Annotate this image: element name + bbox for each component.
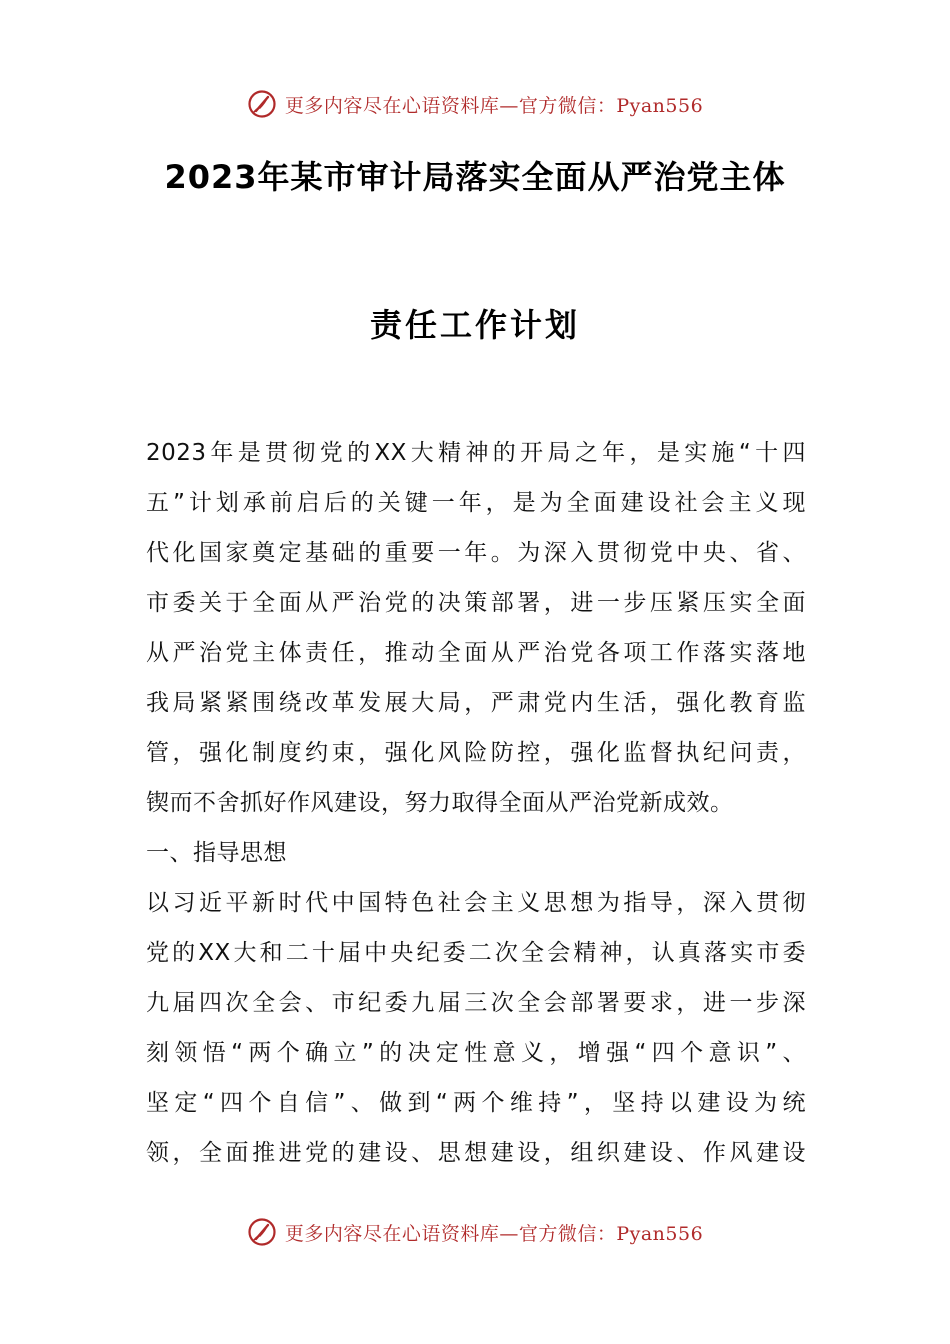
body-line: 五”计划承前启后的关键一年，是为全面建设社会主义现	[146, 490, 806, 516]
body-line: 党的XX大和二十届中央纪委二次全会精神，认真落实市委	[146, 940, 806, 966]
quill-logo-icon	[247, 1217, 277, 1247]
document-title-line-1: 2023年某市审计局落实全面从严治党主体	[164, 158, 786, 196]
body-line: 2023年是贯彻党的XX大精神的开局之年，是实施“十四	[146, 440, 806, 466]
quill-logo-icon	[247, 89, 277, 119]
watermark-text: 更多内容尽在心语资料库—官方微信：Pyan556	[284, 94, 704, 117]
body-line: 我局紧紧围绕改革发展大局，严肃党内生活，强化教育监	[146, 690, 806, 716]
header-watermark	[0, 84, 950, 124]
body-line: 九届四次全会、市纪委九届三次全会部署要求，进一步深	[146, 990, 806, 1016]
body-line: 从严治党主体责任，推动全面从严治党各项工作落实落地	[146, 640, 806, 666]
document-title-line-2: 责任工作计划	[369, 306, 580, 344]
body-line: 锲而不舍抓好作风建设，努力取得全面从严治党新成效。	[146, 790, 734, 816]
body-line: 市委关于全面从严治党的决策部署，进一步压紧压实全面	[146, 590, 806, 616]
section-heading: 一、指导思想	[146, 840, 287, 866]
body-line: 刻领悟“两个确立”的决定性意义，增强“四个意识”、	[146, 1040, 806, 1066]
body-line: 管，强化制度约束，强化风险防控，强化监督执纪问责，	[146, 740, 806, 766]
body-line: 以习近平新时代中国特色社会主义思想为指导，深入贯彻	[146, 890, 806, 916]
body-line: 代化国家奠定基础的重要一年。为深入贯彻党中央、省、	[146, 540, 806, 566]
document-body	[146, 428, 806, 1178]
watermark-text: 更多内容尽在心语资料库—官方微信：Pyan556	[284, 1222, 704, 1245]
body-line: 坚定“四个自信”、做到“两个维持”，坚持以建设为统	[146, 1090, 806, 1116]
footer-watermark	[0, 1212, 950, 1252]
body-line: 领，全面推进党的建设、思想建设，组织建设、作风建设	[146, 1140, 806, 1166]
